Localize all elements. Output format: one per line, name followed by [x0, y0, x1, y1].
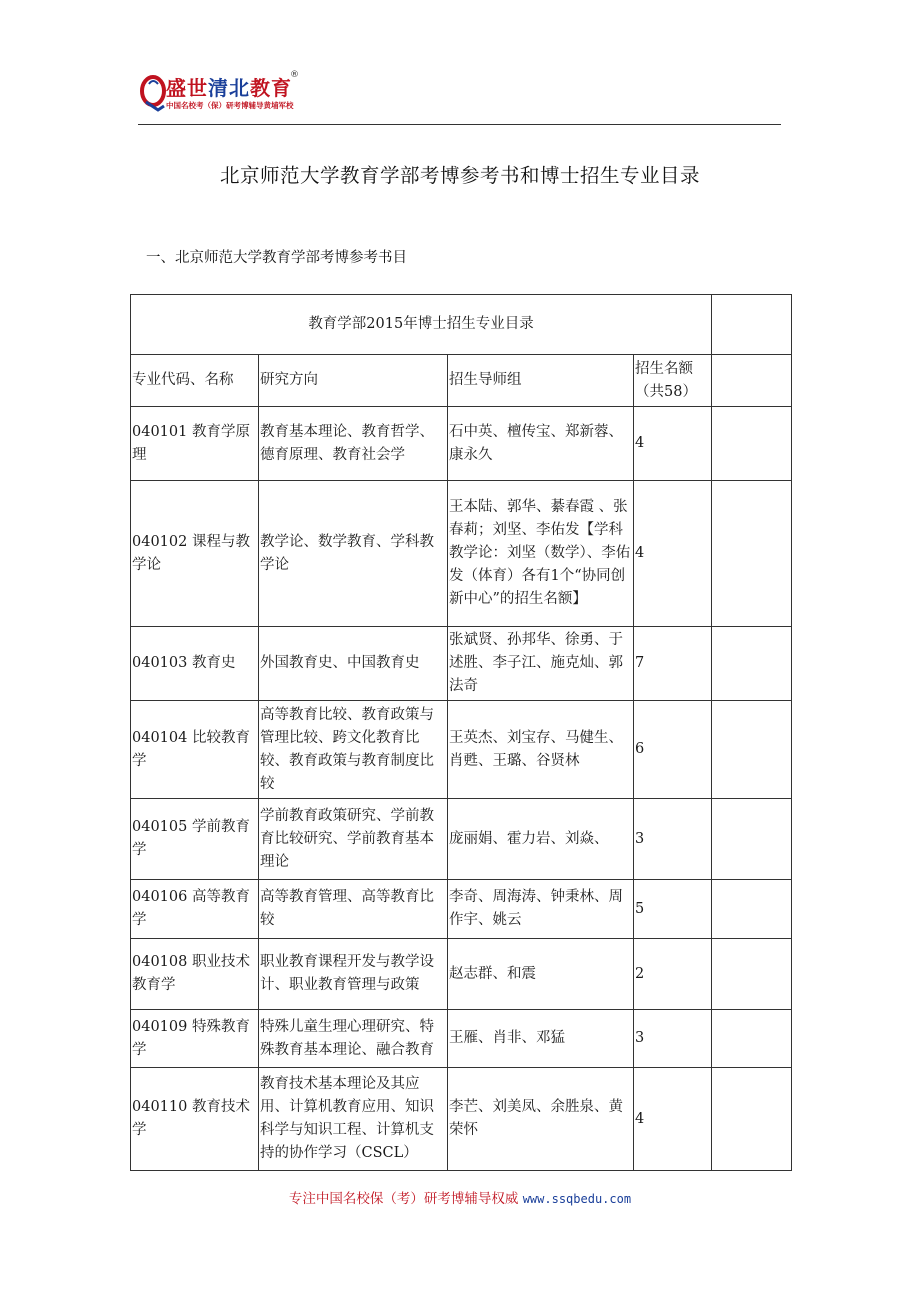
cell-direction: 外国教育史、中国教育史 — [259, 627, 448, 701]
table-header-row — [131, 355, 792, 407]
section-heading: 一、北京师范大学教育学部考博参考书目 — [146, 250, 407, 266]
cell-major: 040102 课程与教学论 — [131, 481, 259, 627]
table-row — [131, 939, 792, 1010]
empty-cell — [712, 481, 792, 627]
brand-slogan: 中国名校考（保）研考博辅导黄埔军校 — [166, 101, 294, 110]
header-direction: 研究方向 — [259, 355, 448, 407]
empty-cell — [712, 701, 792, 799]
empty-cell — [712, 939, 792, 1010]
registered-mark: ® — [290, 70, 299, 80]
cell-advisors: 王本陆、郭华、綦春霞 、张春莉；刘坚、李佑发【学科教学论：刘坚（数学）、李佑发（体育）各有1个“协同创新中心”的招生名额】 — [448, 481, 634, 627]
cell-quota: 2 — [634, 939, 712, 1010]
table-row — [131, 627, 792, 701]
footer-link[interactable]: www.ssqbedu.com — [522, 1192, 632, 1206]
cell-advisors: 赵志群、和震 — [448, 939, 634, 1010]
cell-quota: 4 — [634, 481, 712, 627]
empty-cell — [712, 295, 792, 355]
page-footer — [0, 1187, 920, 1207]
empty-cell — [712, 627, 792, 701]
cell-quota: 4 — [634, 407, 712, 481]
cell-advisors: 庞丽娟、霍力岩、刘焱、 — [448, 799, 634, 880]
cell-major: 040110 教育技术学 — [131, 1068, 259, 1171]
cell-quota: 3 — [634, 799, 712, 880]
cell-direction: 教育基本理论、教育哲学、德育原理、教育社会学 — [259, 407, 448, 481]
cell-advisors: 李芒、刘美凤、余胜泉、黄荣怀 — [448, 1068, 634, 1171]
cell-major: 040104 比较教育学 — [131, 701, 259, 799]
empty-cell — [712, 1010, 792, 1068]
table-caption: 教育学部2015年博士招生专业目录 — [131, 295, 712, 355]
table-row — [131, 880, 792, 939]
cell-advisors: 王雁、肖非、邓猛 — [448, 1010, 634, 1068]
cell-advisors: 石中英、檀传宝、郑新蓉、康永久 — [448, 407, 634, 481]
table-row — [131, 701, 792, 799]
table-row — [131, 1068, 792, 1171]
empty-cell — [712, 1068, 792, 1171]
header-quota: 招生名额（共58） — [634, 355, 712, 407]
table-row — [131, 407, 792, 481]
cell-direction: 教育技术基本理论及其应用、计算机教育应用、知识科学与知识工程、计算机支持的协作学习（CSCL） — [259, 1068, 448, 1171]
admissions-table — [130, 294, 792, 1171]
brand-name: 盛世清北教育 — [166, 76, 292, 100]
cell-direction: 职业教育课程开发与教学设计、职业教育管理与政策 — [259, 939, 448, 1010]
empty-cell — [712, 799, 792, 880]
empty-cell — [712, 407, 792, 481]
empty-cell — [712, 355, 792, 407]
cell-advisors: 张斌贤、孙邦华、徐勇、于述胜、李子江、施克灿、郭法奇 — [448, 627, 634, 701]
header-major: 专业代码、名称 — [131, 355, 259, 407]
cell-major: 040103 教育史 — [131, 627, 259, 701]
footer-text: 专注中国名校保（考）研考博辅导权威 — [288, 1191, 519, 1207]
cell-direction: 高等教育比较、教育政策与管理比较、跨文化教育比较、教育政策与教育制度比较 — [259, 701, 448, 799]
cell-quota: 6 — [634, 701, 712, 799]
empty-cell — [712, 880, 792, 939]
cell-direction: 高等教育管理、高等教育比较 — [259, 880, 448, 939]
cell-major: 040106 高等教育学 — [131, 880, 259, 939]
cell-quota: 5 — [634, 880, 712, 939]
cell-major: 040109 特殊教育学 — [131, 1010, 259, 1068]
table-row — [131, 1010, 792, 1068]
table-row — [131, 481, 792, 627]
cell-quota: 3 — [634, 1010, 712, 1068]
cell-direction: 学前教育政策研究、学前教育比较研究、学前教育基本理论 — [259, 799, 448, 880]
cell-advisors: 王英杰、刘宝存、马健生、肖甦、王璐、谷贤林 — [448, 701, 634, 799]
cell-major: 040108 职业技术教育学 — [131, 939, 259, 1010]
cell-quota: 4 — [634, 1068, 712, 1171]
cell-major: 040105 学前教育学 — [131, 799, 259, 880]
cell-advisors: 李奇、周海涛、钟秉林、周作宇、姚云 — [448, 880, 634, 939]
header-advisors: 招生导师组 — [448, 355, 634, 407]
header-divider — [138, 124, 781, 125]
page-title: 北京师范大学教育学部考博参考书和博士招生专业目录 — [219, 164, 700, 187]
brand-logo — [140, 68, 300, 118]
cell-direction: 特殊儿童生理心理研究、特殊教育基本理论、融合教育 — [259, 1010, 448, 1068]
cell-direction: 教学论、数学教育、学科教学论 — [259, 481, 448, 627]
cell-major: 040101 教育学原理 — [131, 407, 259, 481]
cell-quota: 7 — [634, 627, 712, 701]
table-caption-row — [131, 295, 792, 355]
table-row — [131, 799, 792, 880]
